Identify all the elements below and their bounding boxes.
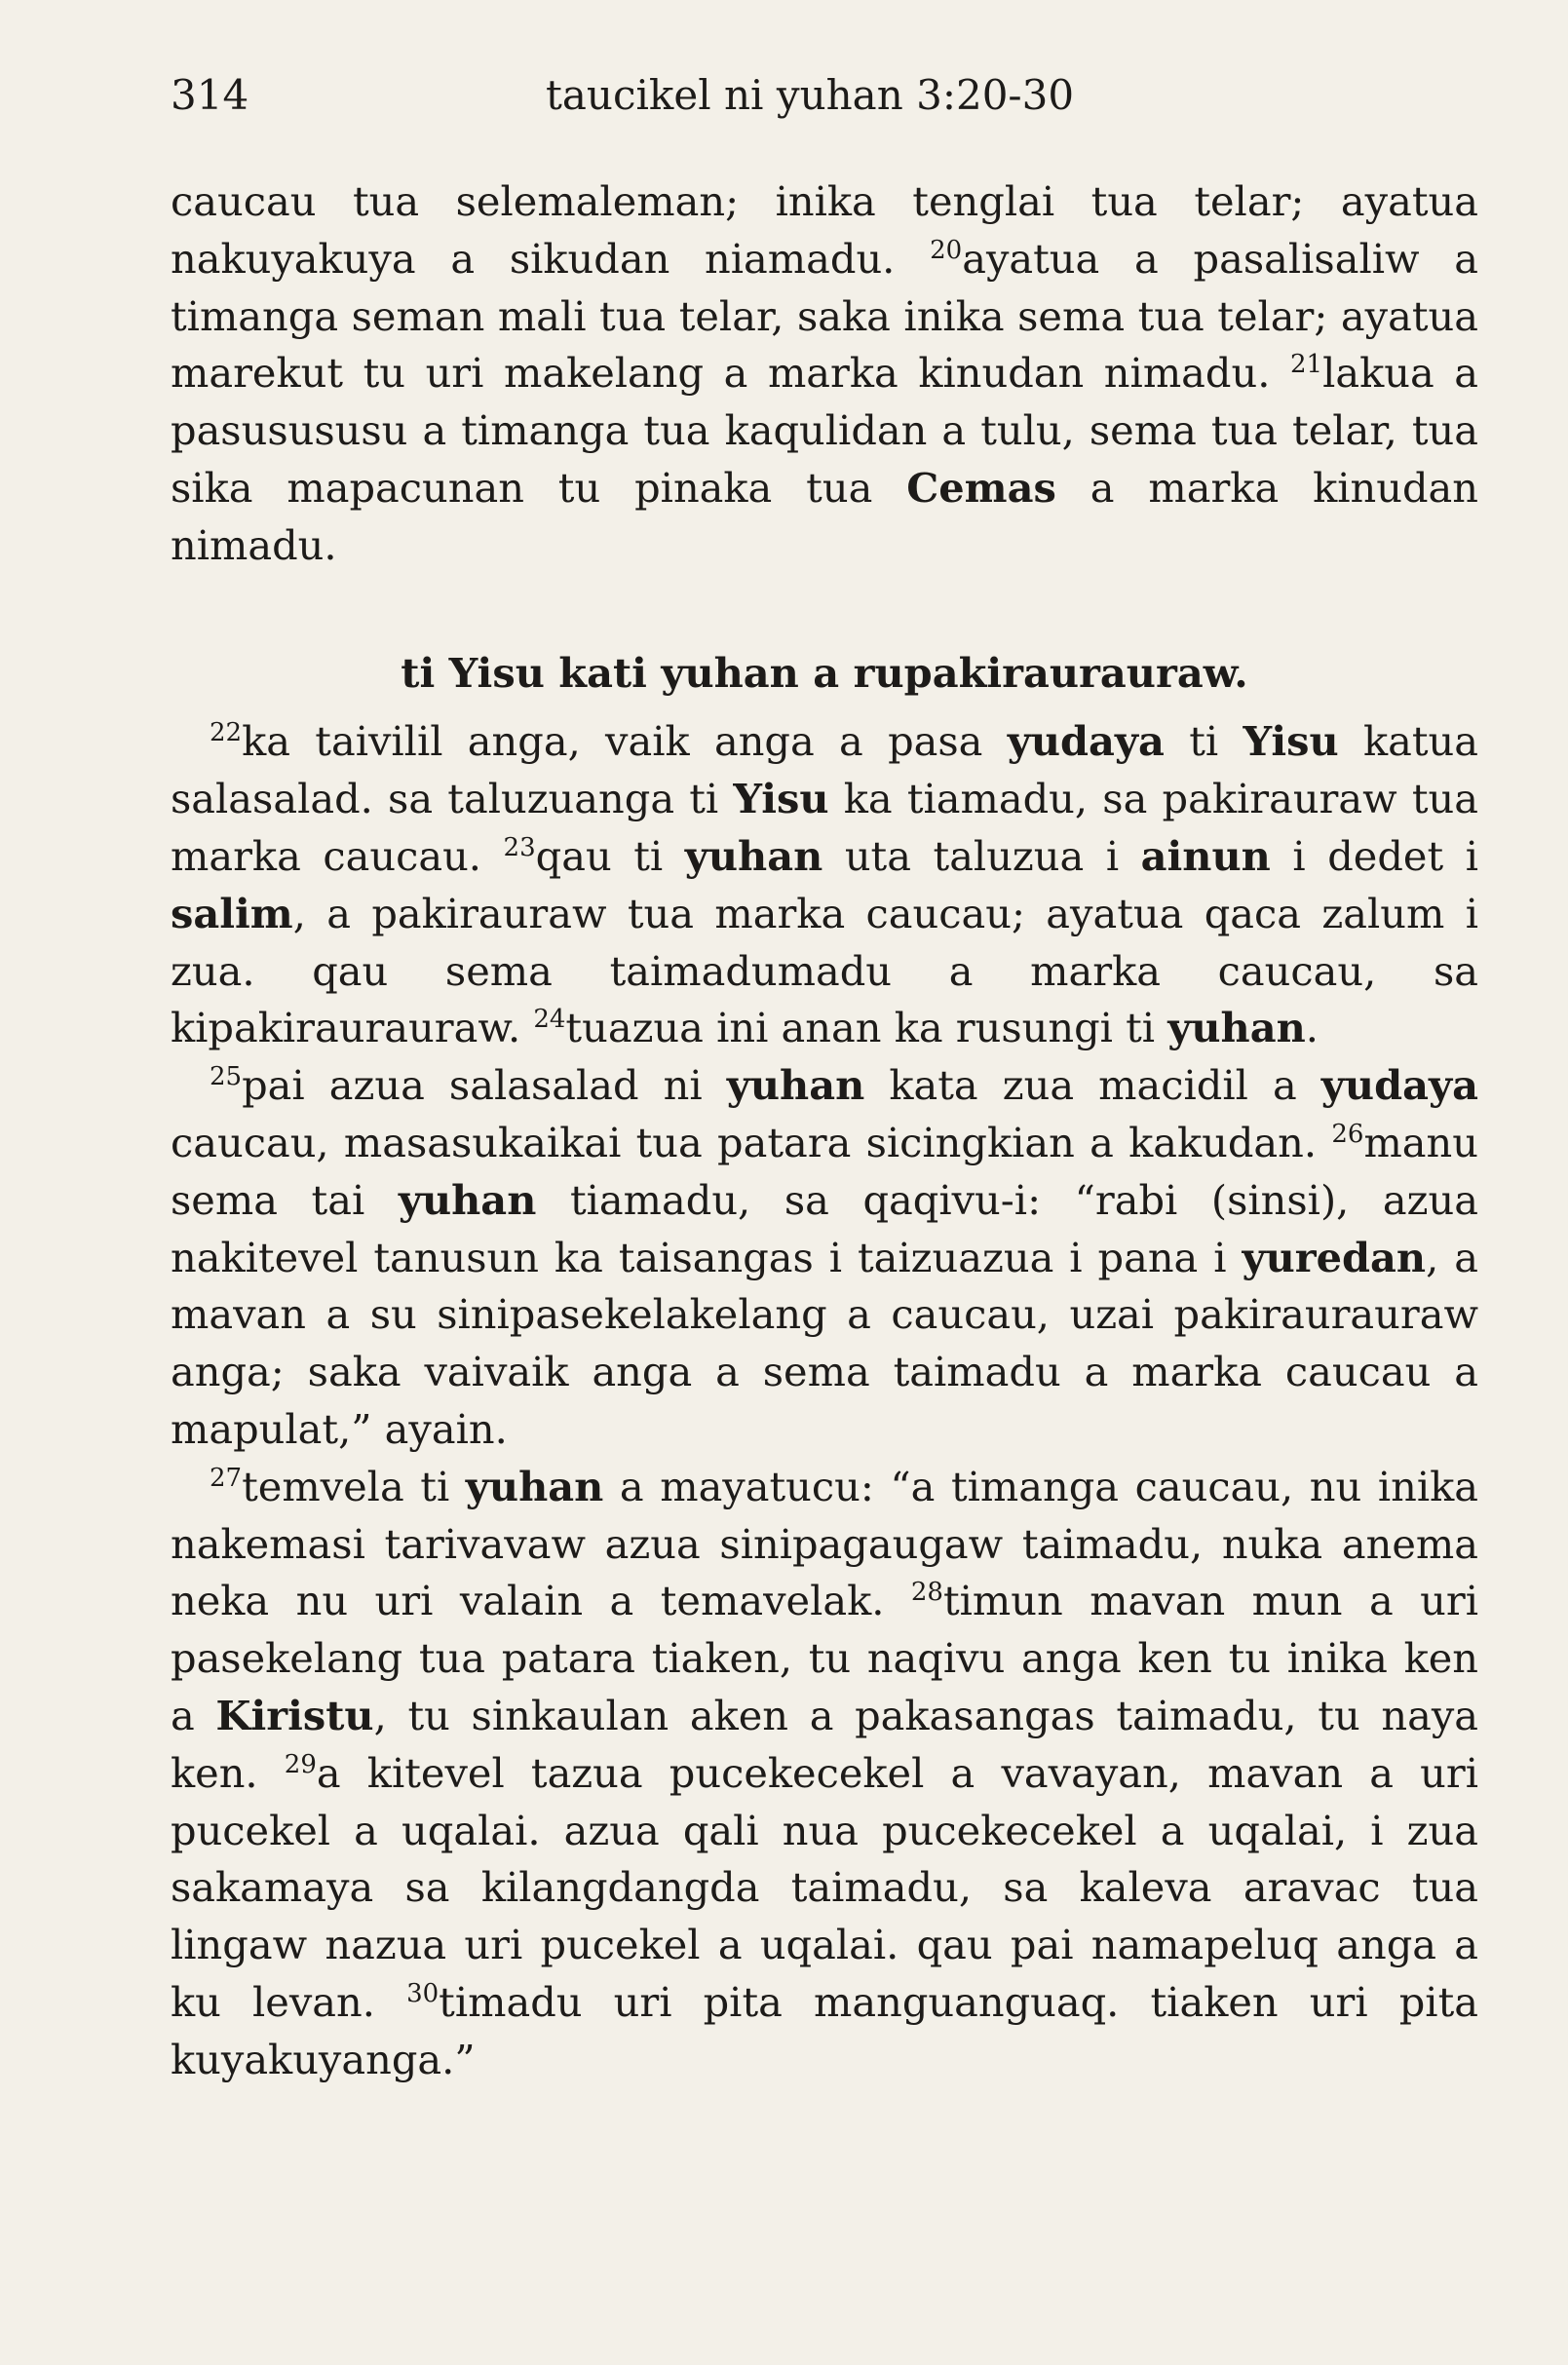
verse-number: 22	[210, 718, 243, 748]
bold-name: yudaya	[1007, 717, 1165, 766]
verse-number: 24	[533, 1005, 566, 1035]
bold-name: Kiristu	[215, 1691, 374, 1739]
bold-name: yuredan	[1242, 1233, 1427, 1281]
bold-name: Cemas	[906, 463, 1056, 512]
bold-name: Yisu	[733, 775, 829, 823]
verse-number: 23	[503, 832, 536, 862]
bold-name: yuhan	[684, 831, 823, 880]
bold-name: yudaya	[1320, 1061, 1478, 1110]
verse-number: 25	[210, 1062, 243, 1092]
section-heading: ti Yisu kati yuhan a rupakiraurauraw.	[401, 648, 1248, 697]
bold-name: Yisu	[1243, 717, 1339, 766]
paragraph: caucau tua selemaleman; inika tenglai tua telar; ayatua nakuyakuya a sikudan niamadu. $^{20}$ayatua a pasalisaliw a timanga seman mali tua telar, saka inika sema tua telar; ayatua marekut tu uri makelang a marka kinudan nimadu. $^{21}$lakua a pasusususu a timanga tua kaqulidan a tulu, sema tua telar, tua sika mapacunan tu pinaka tua Cemas a marka kinudan nimadu.	[171, 177, 1478, 569]
verse-number: 29	[284, 1749, 317, 1779]
verse-number: 28	[910, 1578, 943, 1608]
paragraph: $^{22}$ka taivilil anga, vaik anga a pasa yudaya ti Yisu katua salasalad. sa taluzuanga ti Yisu ka tiamadu, sa pakirauraw tua marka caucau. $^{23}$qau ti yuhan uta taluzua i ainun i dedet i salim, a pakirauraw tua marka caucau; ayatua qaca zalum i zua. qau sema taimadumadu a marka caucau, sa kipakiraurauraw. $^{24}$tuazua ini anan ka rusungi ti yuhan.	[171, 717, 1479, 1052]
verse-number: 27	[210, 1463, 243, 1493]
page-number: 314	[171, 71, 249, 119]
verse-number: 21	[1289, 350, 1323, 380]
running-title: taucikel ni yuhan 3:20-30	[546, 71, 1075, 119]
bold-name: salim	[171, 889, 293, 937]
bold-name: yuhan	[465, 1462, 604, 1510]
bold-name: yuhan	[1167, 1004, 1306, 1052]
paragraph: $^{27}$temvela ti yuhan a mayatucu: “a timanga caucau, nu inika nakemasi tarivavaw azua sinipagaugaw taimadu, nuka anema neka nu uri valain a temavelak. $^{28}$timun mavan mun a uri pasekelang tua patara tiaken, tu naqivu anga ken tu inika ken a Kiristu, tu sinkaulan aken a pakasangas taimadu, tu naya ken. $^{29}$a kitevel tazua pucekecekel a vavayan, mavan a uri pucekel a uqalai. azua qali nua pucekecekel a uqalai, i zua sakamaya sa kilangdangda taimadu, sa kaleva aravac tua lingaw nazua uri pucekel a uqalai. qau pai namapeluq anga a ku levan. $^{30}$timadu uri pita manguanguaq. tiaken uri pita kuyakuyanga.”	[171, 1462, 1479, 2083]
verse-number: 30	[406, 1978, 440, 2008]
verse-number: 20	[930, 235, 963, 265]
verse-number: 26	[1331, 1119, 1364, 1149]
bold-name: yuhan	[398, 1175, 537, 1224]
bold-name: ainun	[1140, 831, 1271, 880]
paragraph: $^{25}$pai azua salasalad ni yuhan kata zua macidil a yudaya caucau, masasukaikai tua patara sicingkian a kakudan. $^{26}$manu sema tai yuhan tiamadu, sa qaqivu-i: “rabi (sinsi), azua nakitevel tanusun ka taisangas i taizuazua i pana i yuredan, a mavan a su sinipasekelakelang a caucau, uzai pakiraurauraw anga; saka vaivaik anga a sema taimadu a marka caucau a mapulat,” ayain.	[171, 1061, 1478, 1453]
bold-name: yuhan	[726, 1061, 865, 1110]
text-body	[171, 173, 1478, 2089]
